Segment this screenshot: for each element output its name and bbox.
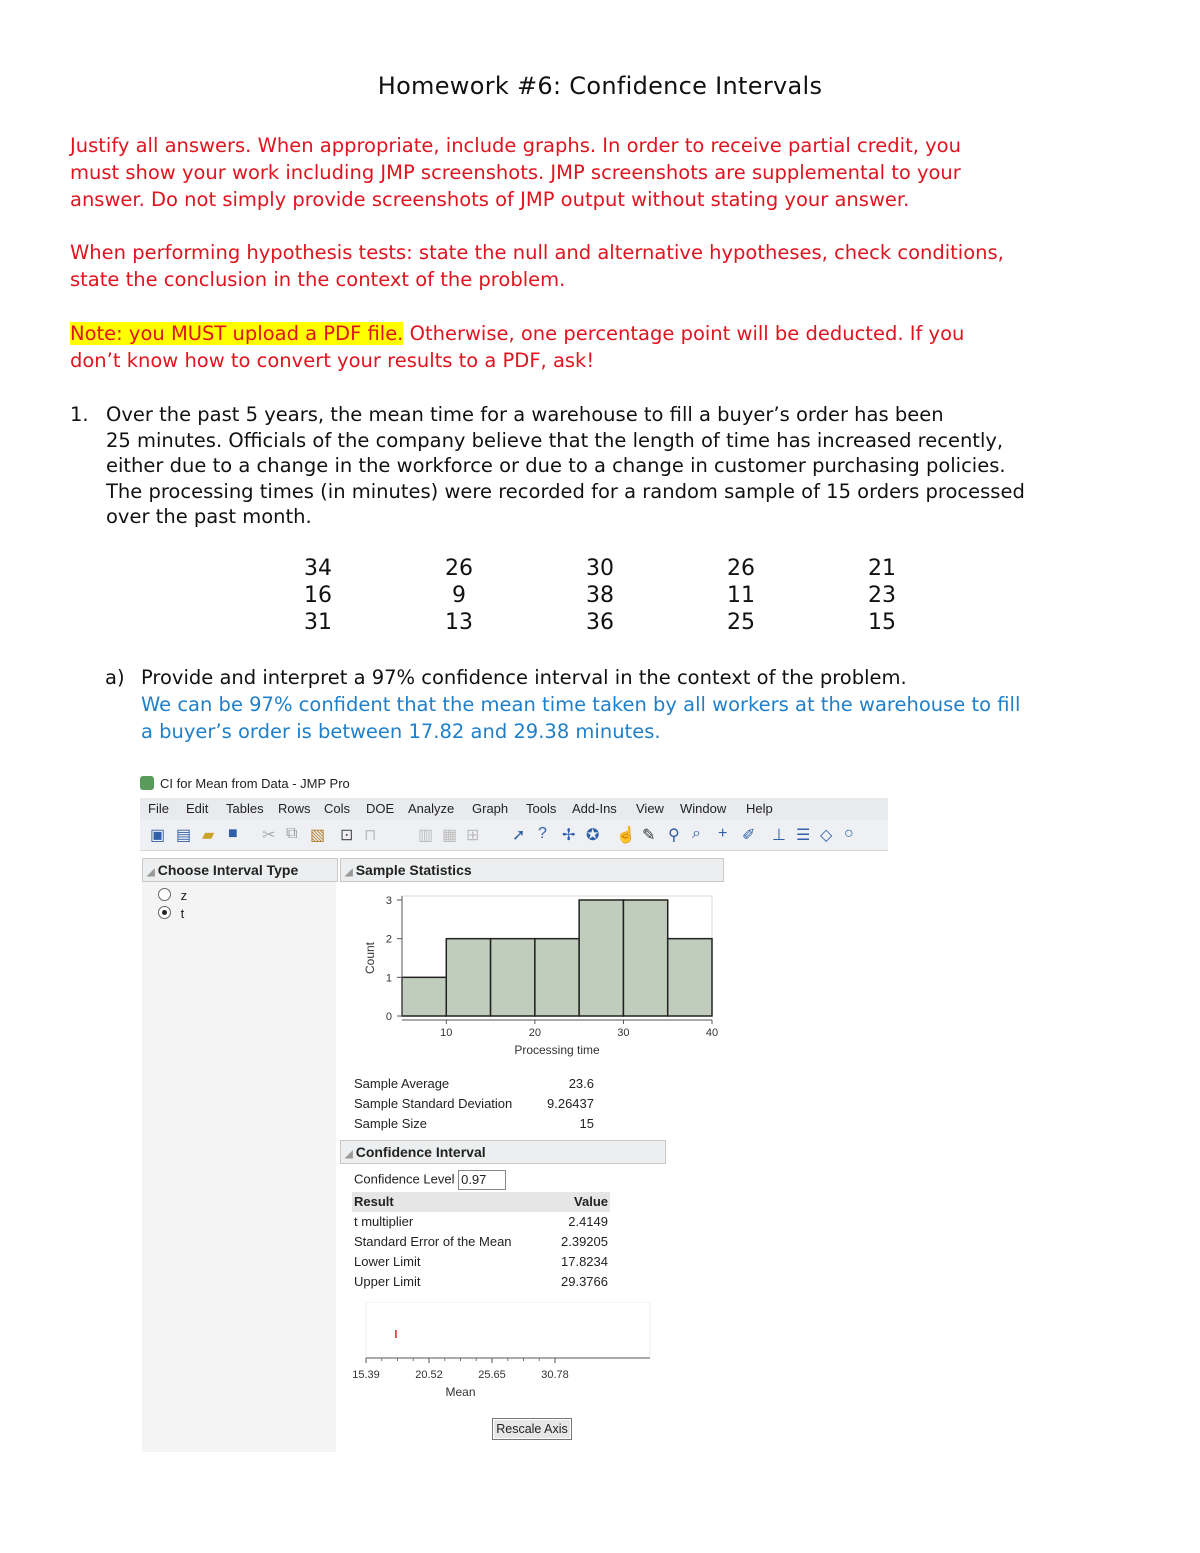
instructions-block	[70, 132, 1140, 213]
data-cell: 30	[586, 556, 614, 581]
stat-value: 9.26437	[547, 1096, 594, 1111]
data-cell: 13	[445, 610, 473, 635]
lines-icon[interactable]: ☰	[796, 827, 811, 844]
ci-result-row	[352, 1272, 610, 1292]
open-icon[interactable]: ▰	[202, 827, 215, 844]
part-a	[141, 664, 1141, 745]
jmp-window-title: CI for Mean from Data - JMP Pro	[160, 776, 350, 791]
instruction-line: When performing hypothesis tests: state the null and alternative hypotheses, check conditions,	[70, 241, 1004, 264]
ci-tick-label: 20.52	[415, 1369, 443, 1381]
stat-value: 15	[579, 1116, 594, 1131]
radio-t-label: t	[180, 906, 185, 921]
histogram	[340, 882, 740, 1072]
data-cell: 23	[868, 583, 896, 608]
question-line: over the past month.	[106, 505, 312, 528]
ellipse-icon[interactable]: ○	[844, 825, 854, 842]
cut-icon[interactable]: ✂	[262, 827, 276, 844]
ci-result-row	[352, 1252, 610, 1272]
disclosure-icon[interactable]: ◢	[345, 1149, 353, 1160]
histogram-bar	[579, 900, 623, 1016]
ci-result-label: Lower Limit	[354, 1254, 421, 1269]
instruction-line: state the conclusion in the context of the problem.	[70, 268, 566, 291]
menu-item-tools[interactable]: Tools	[526, 801, 557, 816]
radio-z[interactable]	[158, 888, 187, 903]
histogram-bar	[623, 900, 667, 1016]
ci-frame	[366, 1302, 650, 1358]
new-script-icon[interactable]: ▤	[176, 827, 192, 844]
part-a-answer: a buyer’s order is between 17.82 and 29.38 minutes.	[141, 720, 661, 743]
crosshair-icon[interactable]: ✢	[562, 827, 576, 844]
hypothesis-instructions	[70, 239, 1140, 293]
radio-z-button[interactable]	[158, 888, 171, 901]
hand-tool-icon[interactable]: ☝	[616, 827, 636, 844]
data-cell: 21	[868, 556, 896, 581]
choose-interval-header[interactable]: ◢ Choose Interval Type	[142, 858, 338, 882]
data-cell: 38	[586, 583, 614, 608]
col-result-header: Result	[354, 1194, 394, 1209]
radio-z-label: z	[180, 888, 188, 903]
menu-item-tables[interactable]: Tables	[226, 801, 264, 816]
question-1	[70, 402, 1140, 532]
jmp-menu-bar	[140, 798, 888, 820]
menu-item-cols[interactable]: Cols	[324, 801, 351, 816]
stat-label: Sample Average	[354, 1076, 450, 1091]
copy-icon[interactable]: ⧉	[286, 825, 298, 842]
instruction-line: must show your work including JMP screenshots. JMP screenshots are supplemental to your	[70, 161, 961, 184]
ci-result-value: 2.4149	[568, 1214, 608, 1229]
rescale-axis-button[interactable]: Rescale Axis	[492, 1418, 572, 1440]
stat-label: Sample Size	[354, 1116, 427, 1131]
question-line: The processing times (in minutes) were recorded for a random sample of 15 orders processed	[106, 479, 1025, 503]
pencil-icon[interactable]: ✐	[742, 827, 756, 844]
magnifier-icon[interactable]: ⌕	[692, 825, 701, 842]
menu-item-view[interactable]: View	[636, 801, 664, 816]
ci-tick-label: 25.65	[478, 1369, 506, 1381]
save-icon[interactable]: ■	[228, 825, 238, 842]
question-line: either due to a change in the workforce or due to a change in customer purchasing policies.	[106, 454, 1006, 477]
ci-axis-label: Mean	[445, 1385, 476, 1399]
radio-t[interactable]	[158, 906, 184, 921]
menu-item-addins[interactable]: Add-Ins	[572, 801, 617, 816]
menu-item-file[interactable]: File	[148, 801, 169, 816]
data-cell: 16	[304, 583, 332, 608]
menu-item-window[interactable]: Window	[680, 801, 727, 816]
ci-result-value: 2.39205	[561, 1234, 608, 1249]
part-a-answer: We can be 97% confident that the mean time taken by all workers at the warehouse to fill	[141, 693, 1021, 716]
confidence-level-input[interactable]: 0.97	[458, 1170, 506, 1190]
x-tick-label: 40	[705, 1027, 719, 1039]
menu-item-rows[interactable]: Rows	[278, 801, 311, 816]
stat-label: Sample Standard Deviation	[354, 1096, 513, 1111]
question-line: 25 minutes. Officials of the company believe that the length of time has increased recently,	[106, 428, 1004, 452]
ci-result-table	[352, 1192, 610, 1292]
polygon-icon[interactable]: ◇	[820, 827, 833, 844]
tables-icon[interactable]: ▦	[442, 827, 458, 844]
histogram-bar	[668, 939, 712, 1016]
ci-tick-label: 30.78	[541, 1369, 569, 1381]
ci-result-row	[352, 1232, 610, 1252]
x-tick-label: 10	[440, 1027, 453, 1039]
part-a-label: a)	[105, 666, 125, 689]
zoom-icon[interactable]: ⚲	[668, 827, 680, 844]
y-tick-label: 0	[385, 1011, 392, 1023]
instruction-line: Justify all answers. When appropriate, include graphs. In order to receive partial credit, you	[70, 134, 961, 157]
menu-item-edit[interactable]: Edit	[186, 801, 209, 816]
instruction-line: answer. Do not simply provide screenshots of JMP output without stating your answer.	[70, 188, 910, 211]
menu-item-help[interactable]: Help	[746, 801, 773, 816]
jmp-title-bar	[140, 776, 350, 791]
jmp-toolbar	[140, 820, 888, 851]
report-icon[interactable]: ⊞	[466, 827, 480, 844]
confidence-interval-header[interactable]: ◢ Confidence Interval	[340, 1140, 666, 1164]
lasso-icon[interactable]: ✎	[642, 827, 656, 844]
data-cell: 26	[727, 556, 755, 581]
lock-icon[interactable]: ⊓	[364, 827, 377, 844]
note-rest: Otherwise, one percentage point will be deducted. If you	[403, 322, 965, 345]
sample-statistics-header[interactable]: ◢ Sample Statistics	[340, 858, 724, 882]
new-table-icon[interactable]: ▣	[150, 827, 166, 844]
menu-item-graph[interactable]: Graph	[472, 801, 509, 816]
question-line: Over the past 5 years, the mean time for a warehouse to fill a buyer’s order has been	[106, 403, 944, 426]
confidence-level-label: Confidence Level	[354, 1171, 455, 1187]
brush-icon[interactable]: ✪	[586, 827, 600, 844]
col-value-header: Value	[574, 1194, 608, 1209]
data-cell: 25	[727, 610, 755, 635]
ci-tick-label: 15.39	[352, 1369, 380, 1381]
histogram-bar	[491, 939, 535, 1016]
histogram-bar	[535, 939, 579, 1016]
data-table-icon[interactable]: ▥	[418, 827, 434, 844]
y-axis-label: Count	[363, 941, 377, 975]
jmp-window	[140, 770, 888, 1452]
confidence-level-row	[354, 1170, 506, 1190]
y-tick-label: 3	[385, 895, 392, 907]
data-cell: 15	[868, 610, 896, 635]
y-tick-label: 2	[385, 933, 392, 946]
pdf-note	[70, 320, 1140, 374]
page-title: Homework #6: Confidence Intervals	[377, 72, 823, 100]
question-number: 1.	[70, 403, 89, 426]
data-cell: 31	[304, 610, 332, 635]
jmp-app-icon	[140, 776, 154, 790]
y-tick-label: 1	[385, 972, 392, 985]
ci-result-row	[352, 1212, 610, 1232]
data-cell: 11	[727, 583, 755, 608]
stat-value: 23.6	[568, 1076, 594, 1091]
paste-icon[interactable]: ▧	[310, 827, 326, 844]
help-tool-icon[interactable]: ?	[538, 825, 547, 842]
disclosure-icon[interactable]: ◢	[345, 867, 353, 878]
x-axis-label: Processing time	[514, 1043, 600, 1057]
menu-item-doe[interactable]: DOE	[366, 801, 395, 816]
arrow-tool-icon[interactable]: ➚	[512, 827, 526, 844]
data-cell: 36	[586, 610, 614, 635]
menu-item-analyze[interactable]: Analyze	[408, 801, 455, 816]
histogram-bar	[402, 977, 446, 1016]
x-tick-label: 30	[617, 1027, 630, 1039]
part-a-question: Provide and interpret a 97% confidence interval in the context of the problem.	[141, 666, 907, 689]
choose-interval-panel	[142, 882, 336, 1452]
annotate-icon[interactable]: ⊥	[772, 827, 786, 844]
disclosure-icon[interactable]: ◢	[147, 867, 155, 878]
ci-result-value: 17.8234	[561, 1254, 608, 1269]
note-line: don’t know how to convert your results to a PDF, ask!	[70, 349, 595, 372]
ci-result-label: Standard Error of the Mean	[354, 1234, 512, 1249]
ci-result-label: Upper Limit	[354, 1274, 421, 1289]
data-cell: 26	[445, 556, 473, 581]
histogram-bar	[446, 939, 490, 1016]
ci-result-label: t multiplier	[354, 1214, 414, 1229]
radio-t-button[interactable]	[158, 906, 171, 919]
data-cell: 9	[452, 583, 466, 608]
data-cell: 34	[304, 556, 332, 581]
note-highlight: Note: you MUST upload a PDF file.	[70, 322, 404, 345]
journal-icon[interactable]: ⊡	[340, 827, 354, 844]
plus-icon[interactable]: +	[718, 825, 728, 842]
ci-result-value: 29.3766	[561, 1274, 608, 1289]
ci-plot	[350, 1302, 660, 1412]
sample-stats-table	[354, 1076, 594, 1136]
x-tick-label: 20	[528, 1027, 541, 1039]
